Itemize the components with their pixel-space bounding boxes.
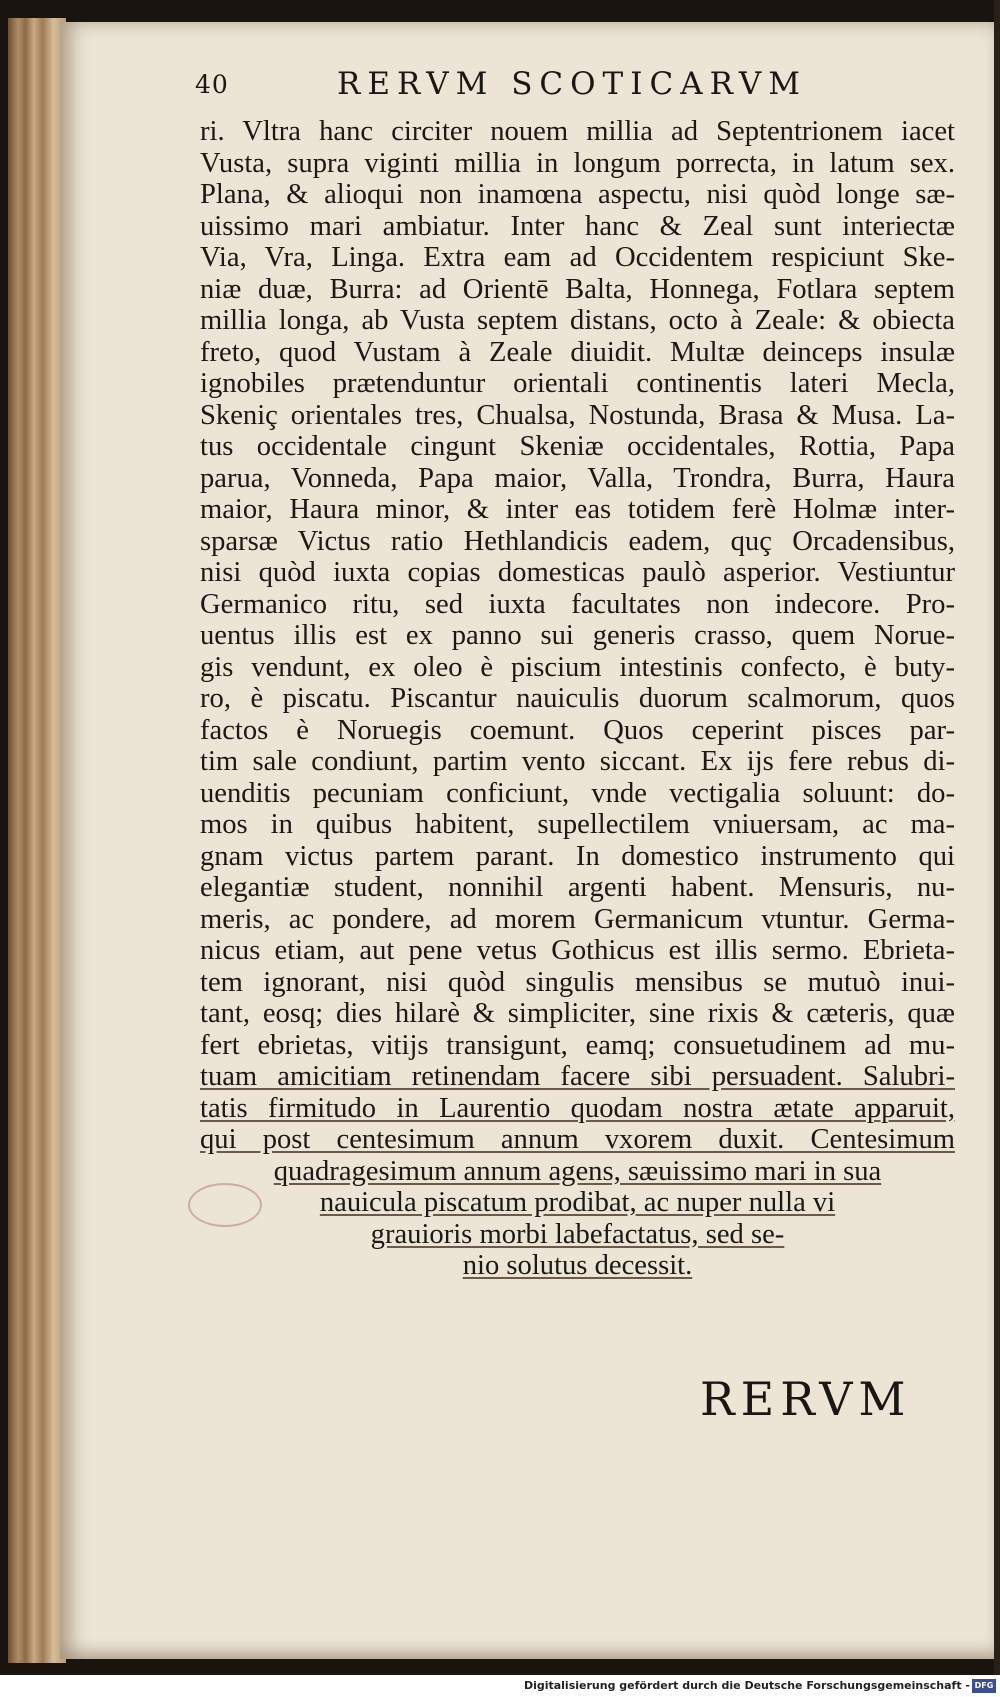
text-line: Via, Vra, Linga. Extra eam ad Occidentem respiciunt Ske- bbox=[200, 242, 955, 273]
footer-credit: Digitalisierung gefördert durch die Deutsche Forschungsgemeinschaft - bbox=[523, 1679, 970, 1692]
tail-line: grauioris morbi labefactatus, sed se- bbox=[370, 1218, 785, 1250]
text-line: ignobiles prætenduntur orientali continentis lateri Mecla, bbox=[200, 368, 955, 399]
text-line: niæ duæ, Burra: ad Orientē Balta, Honnega, Fotlara septem bbox=[200, 273, 955, 305]
text-line: ro, è piscatu. Piscantur nauiculis duorum scalmorum, quos bbox=[200, 683, 955, 714]
tail-line: quadragesimum annum agens, sæuissimo mari in sua bbox=[273, 1155, 882, 1187]
text-line: mos in quibus habitent, supellectilem vniuersam, ac ma- bbox=[200, 809, 955, 840]
text-line: freto, quod Vustam à Zeale diuidit. Multæ deinceps insulæ bbox=[200, 336, 955, 368]
body-text-block bbox=[200, 116, 955, 1156]
text-line: elegantiæ student, nonnihil argenti habent. Mensuris, nu- bbox=[200, 872, 955, 903]
text-line: factos è Noruegis coemunt. Quos ceperint pisces par- bbox=[200, 714, 955, 746]
text-line: tus occidentale cingunt Skeniæ occidentales, Rottia, Papa bbox=[200, 431, 955, 462]
running-head bbox=[195, 64, 965, 108]
text-line: tim sale condiunt, partim vento siccant. Ex ijs fere rebus di- bbox=[200, 746, 955, 777]
text-line: parua, Vonneda, Papa maior, Valla, Trondra, Burra, Haura bbox=[200, 462, 955, 494]
footer-bar bbox=[0, 1675, 1000, 1697]
text-line: sparsæ Victus ratio Hethlandicis eadem, quç Orcadensibus, bbox=[200, 525, 955, 557]
text-line: tatis firmitudo in Laurentio quodam nostra ætate apparuit, bbox=[200, 1092, 955, 1124]
catchword: RERVM bbox=[700, 1372, 912, 1426]
binding-edge bbox=[994, 0, 1000, 1675]
tail-paragraph bbox=[200, 1156, 955, 1282]
text-line: maior, Haura minor, & inter eas totidem ferè Holmæ inter- bbox=[200, 494, 955, 525]
text-line: uissimo mari ambiatur. Inter hanc & Zeal sunt interiectæ bbox=[200, 210, 955, 242]
text-line: Plana, & alioqui non inamœna aspectu, nisi quòd longe sæ- bbox=[200, 179, 955, 210]
tail-line: nauicula piscatum prodibat, ac nuper nulla vi bbox=[319, 1187, 836, 1218]
text-line: Skeniç orientales tres, Chualsa, Nostunda, Brasa & Musa. La- bbox=[200, 399, 955, 431]
text-line: uenditis pecuniam conficiunt, vnde vectigalia soluunt: do- bbox=[200, 777, 955, 809]
ink-stain bbox=[188, 1183, 262, 1227]
dfg-logo: DFG bbox=[972, 1679, 996, 1693]
tail-line: nio solutus decessit. bbox=[462, 1250, 693, 1281]
text-line: gnam victus partem parant. In domestico instrumento qui bbox=[200, 840, 955, 872]
text-line: Germanico ritu, sed iuxta facultates non indecore. Pro- bbox=[200, 588, 955, 620]
page-number: 40 bbox=[195, 70, 229, 99]
text-line: qui post centesimum annum vxorem duxit. Centesimum bbox=[200, 1124, 955, 1155]
text-line: meris, ac pondere, ad morem Germanicum vtuntur. Germa- bbox=[200, 903, 955, 935]
text-line: tant, eosq; dies hilarè & simpliciter, sine rixis & cæteris, quæ bbox=[200, 998, 955, 1029]
text-line: nicus etiam, aut pene vetus Gothicus est illis sermo. Ebrieta- bbox=[200, 935, 955, 966]
text-line: gis vendunt, ex oleo è piscium intestinis confecto, è buty- bbox=[200, 651, 955, 683]
text-line: nisi quòd iuxta copias domesticas paulò asperior. Vestiuntur bbox=[200, 557, 955, 588]
text-line: millia longa, ab Vusta septem distans, octo à Zeale: & obiecta bbox=[200, 305, 955, 336]
text-line: uentus illis est ex panno sui generis crasso, quem Norue- bbox=[200, 620, 955, 651]
text-line: ri. Vltra hanc circiter nouem millia ad Septentrionem iacet bbox=[200, 116, 955, 147]
book-edge bbox=[8, 18, 66, 1663]
text-line: fert ebrietas, vitijs transigunt, eamq; consuetudinem ad mu- bbox=[200, 1029, 955, 1061]
running-title: RERVM SCOTICARVM bbox=[337, 66, 807, 102]
text-line: Vusta, supra viginti millia in longum porrecta, in latum sex. bbox=[200, 147, 955, 179]
text-line: tuam amicitiam retinendam facere sibi persuadent. Salubri- bbox=[200, 1061, 955, 1092]
text-line: tem ignorant, nisi quòd singulis mensibus se mutuò inui- bbox=[200, 966, 955, 998]
